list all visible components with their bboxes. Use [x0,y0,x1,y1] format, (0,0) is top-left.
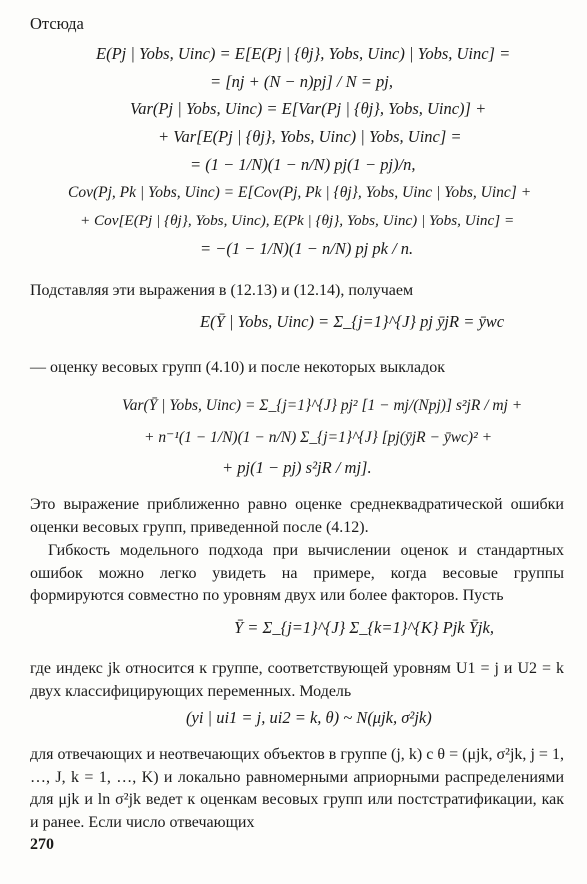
equation-line: = (1 − 1/N)(1 − n/N) pj(1 − pj)/n, [190,155,416,174]
equation-line: + Cov[E(Pj | {θj}, Yobs, Uinc), E(Pk | {θj}, Yobs, Uinc) | Yobs, Uinc] = [80,212,515,229]
page-number: 270 [30,836,54,853]
equation-line: Var(Ȳ | Yobs, Uinc) = Σ_{j=1}^{J} pj² [1 − mj/(Npj)] s²jR / mj + [122,397,523,414]
paragraph-index: где индекс jk относится к группе, соответствующей уровням U1 = j и U2 = k двух классифицирующих переменных. Модель [30,660,564,700]
equation-ybar: Ȳ = Σ_{j=1}^{J} Σ_{k=1}^{K} Pjk Ȳjk, [234,618,494,637]
equation-line: + Var[E(Pj | {θj}, Yobs, Uinc) | Yobs, Uinc] = [158,127,462,146]
equation-line: + n⁻¹(1 − 1/N)(1 − n/N) Σ_{j=1}^{J} [pj(ȳjR − ȳwc)² + [144,429,493,446]
equation-mean: E(Ȳ | Yobs, Uinc) = Σ_{j=1}^{J} pj ȳjR = ȳwc [200,312,505,331]
equation-model: (yi | ui1 = j, ui2 = k, θ) ~ N(μjk, σ²jk) [186,708,432,727]
equation-line: = −(1 − 1/N)(1 − n/N) pj pk / n. [200,239,414,258]
equation-line: + pj(1 − pj) s²jR / mj]. [222,458,372,477]
paragraph-approximation: Это выражение приближенно равно оценке среднеквадратической ошибки оценки весовых групп, приведенной после (4.12). [30,496,564,536]
paragraph-flexibility: Гибкость модельного подхода при вычислении оценок и стандартных ошибок можно легко увидеть на примере, когда весовые группы формируются совместно по уровням двух или более факторов. Пусть [30,542,564,605]
equation-line: = [nj + (N − n)pj] / N = pj, [210,72,393,91]
paragraph-substitute: Подставляя эти выражения в (12.13) и (12.14), получаем [30,282,414,299]
equation-line: E(Pj | Yobs, Uinc) = E[E(Pj | {θj}, Yobs, Uinc) | Yobs, Uinc] = [96,44,511,63]
equation-line: Cov(Pj, Pk | Yobs, Uinc) = E[Cov(Pj, Pk | {θj}, Yobs, Uinc | Yobs, Uinc] + [68,184,532,201]
equation-line: Var(Pj | Yobs, Uinc) = E[Var(Pj | {θj}, Yobs, Uinc)] + [130,99,487,118]
paragraph-final: для отвечающих и неотвечающих объектов в группе (j, k) с θ = (μjk, σ²jk, j = 1, …, J, k = 1, …, K) и локально равномерными априорными распределениями для μjk и ln σ²jk ведет к оценкам весовых групп или постстратификации, как и ранее. Если число отвечающих [30,746,564,832]
intro-word: Отсюда [30,14,84,33]
paragraph-estimate: — оценку весовых групп (4.10) и после некоторых выкладок [30,359,446,376]
